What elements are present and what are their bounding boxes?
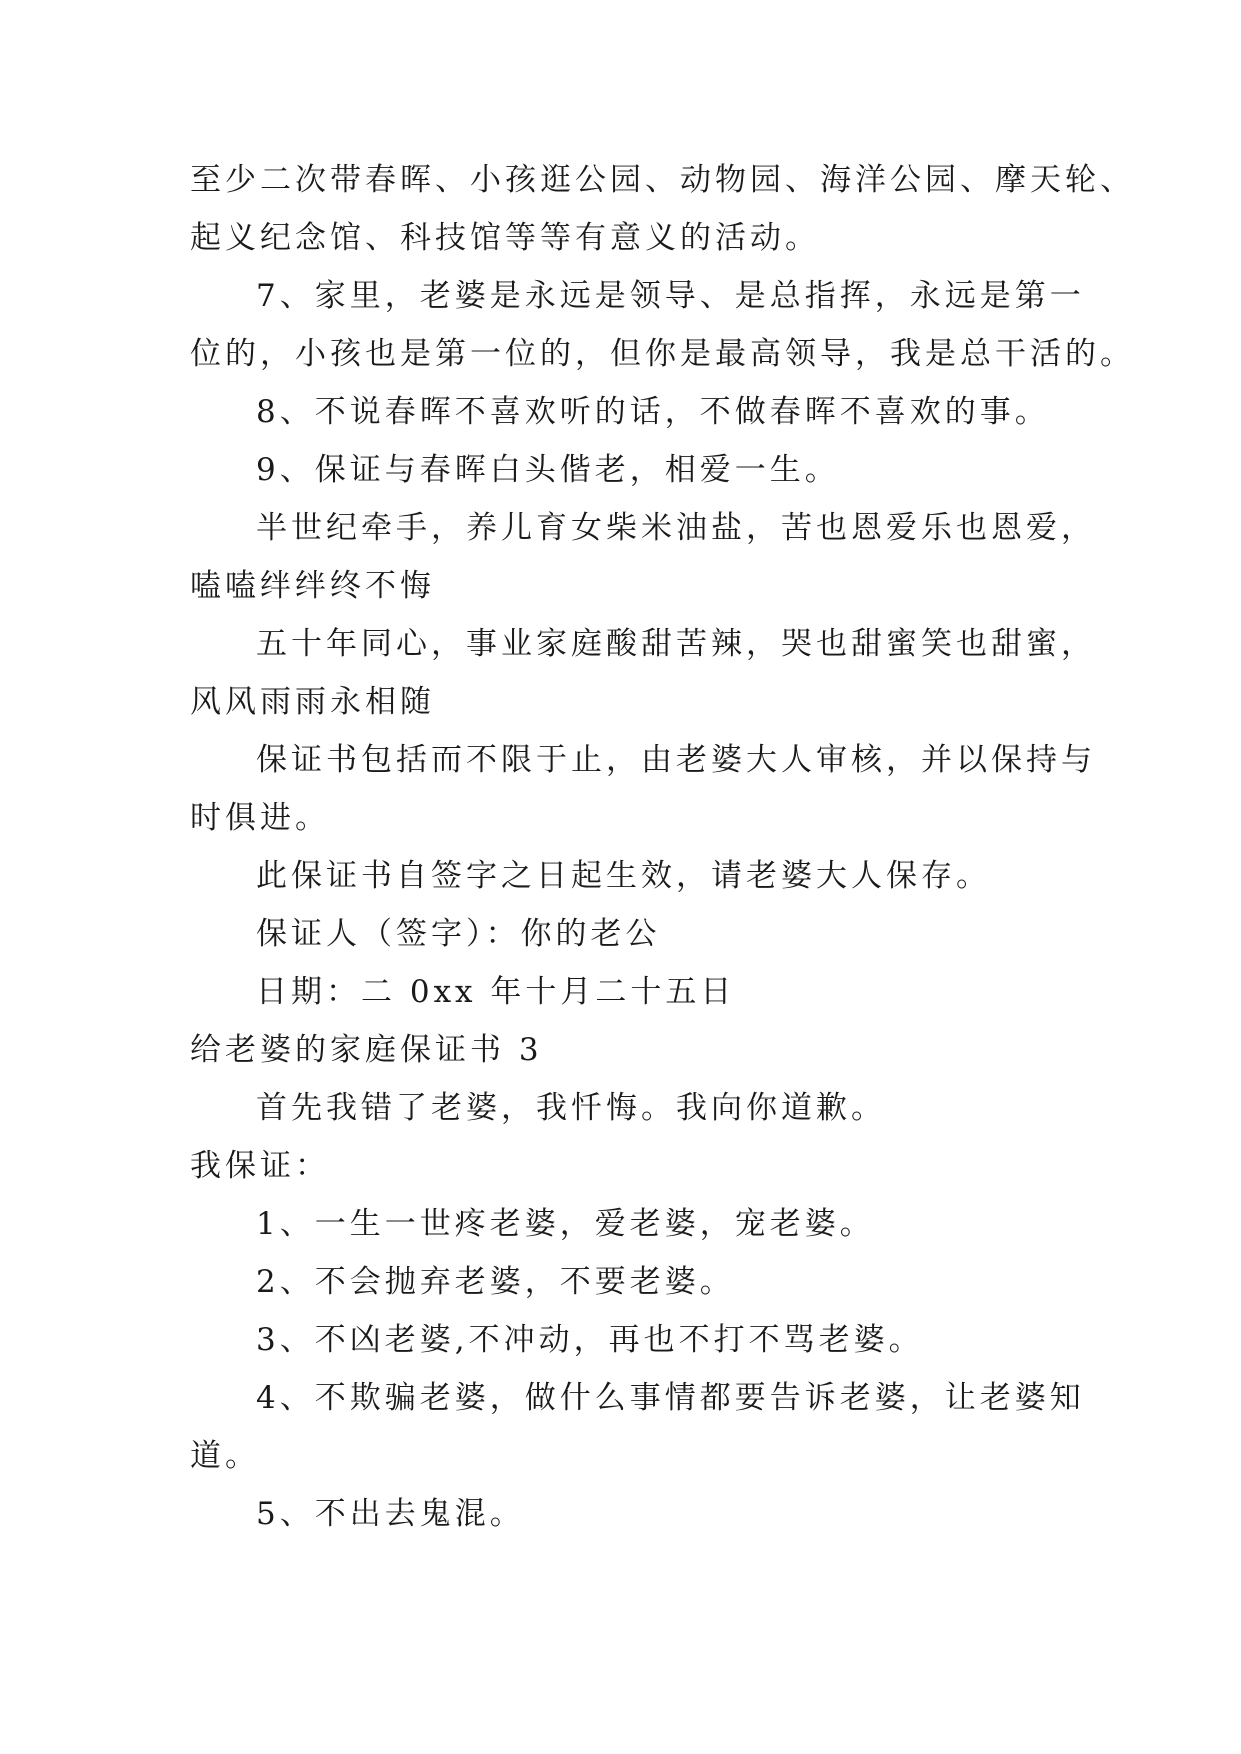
date-line: 日期：二 0xx 年十月二十五日 [256,974,736,1010]
text-line: 此保证书自签字之日起生效，请老婆大人保存。 [256,858,991,894]
text-line: 五十年同心，事业家庭酸甜苦辣，哭也甜蜜笑也甜蜜， [256,626,1096,662]
text-line: 位的，小孩也是第一位的，但你是最高领导，我是总干活的。 [190,336,1135,372]
signature-line: 保证人（签字）：你的老公 [256,916,661,952]
text-line: 8、不说春晖不喜欢听的话，不做春晖不喜欢的事。 [256,394,1050,430]
text-line: 我保证： [190,1148,330,1184]
list-item: 1、一生一世疼老婆，爱老婆，宠老婆。 [256,1206,875,1242]
text-line: 半世纪牵手，养儿育女柴米油盐，苦也恩爱乐也恩爱， [256,510,1096,546]
text-line: 时俱进。 [190,800,330,836]
text-line: 至少二次带春晖、小孩逛公园、动物园、海洋公园、摩天轮、 [190,162,1135,198]
list-item: 2、不会抛弃老婆，不要老婆。 [256,1264,735,1300]
list-item: 5、不出去鬼混。 [256,1496,525,1532]
text-line: 首先我错了老婆，我忏悔。我向你道歉。 [256,1090,886,1126]
section-heading: 给老婆的家庭保证书 3 [190,1032,543,1068]
list-item-continuation: 道。 [190,1438,260,1474]
text-line: 起义纪念馆、科技馆等等有意义的活动。 [190,220,820,256]
list-item: 3、不凶老婆,不冲动，再也不打不骂老婆。 [256,1322,924,1358]
text-line: 风风雨雨永相随 [190,684,435,720]
list-item: 4、不欺骗老婆，做什么事情都要告诉老婆，让老婆知 [256,1380,1085,1416]
text-line: 7、家里，老婆是永远是领导、是总指挥，永远是第一 [256,278,1085,314]
text-line: 保证书包括而不限于止，由老婆大人审核，并以保持与 [256,742,1096,778]
text-line: 9、保证与春晖白头偕老，相爱一生。 [256,452,840,488]
text-line: 嗑嗑绊绊终不悔 [190,568,435,604]
